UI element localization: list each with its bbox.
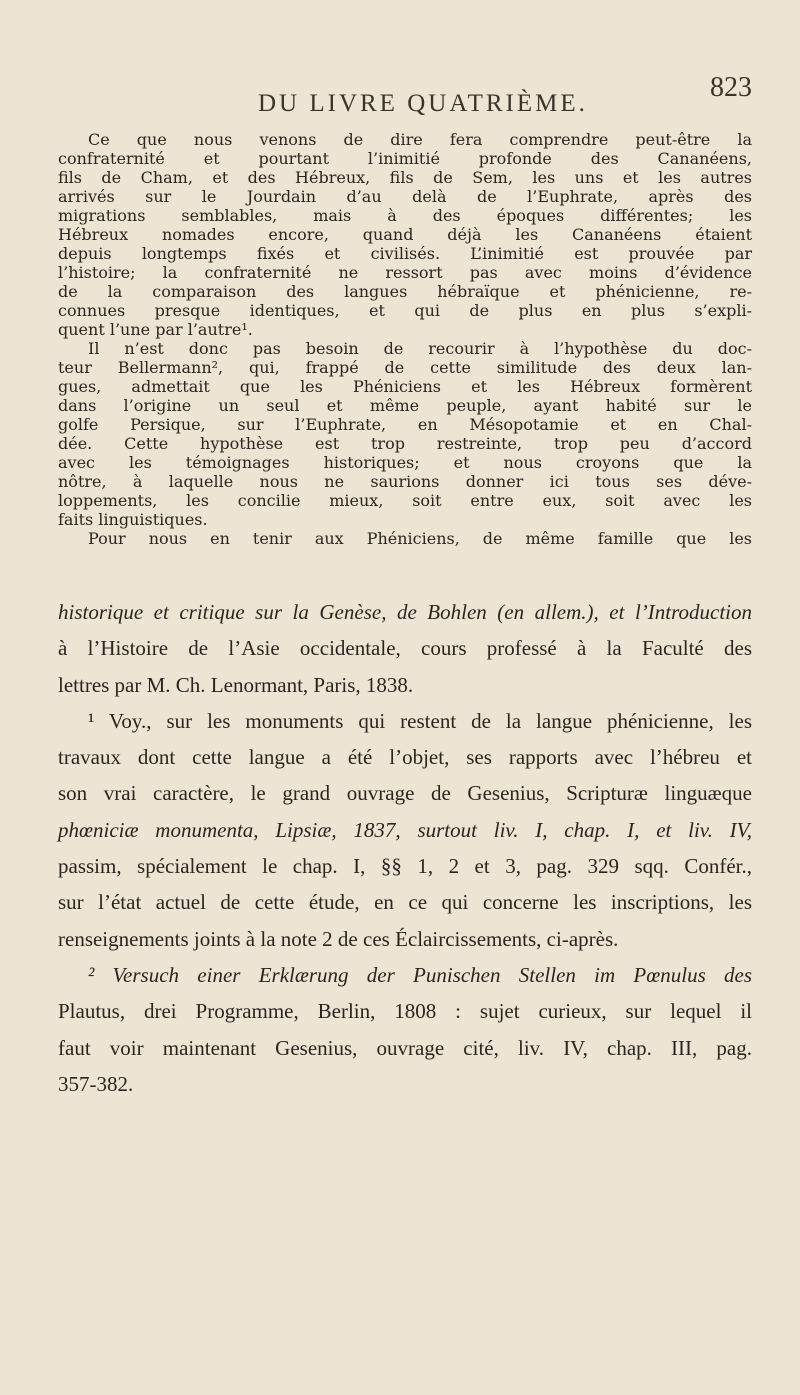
footnote-line: ² Versuch einer Erklærung der Punischen Stellen im Pœnulus des [88, 962, 752, 987]
text-line: dée. Cette hypothèse est trop restreinte, trop peu d’accord [58, 434, 752, 453]
footnote-line: sur l’état actuel de cette étude, en ce qui concerne les inscriptions, les [58, 890, 752, 915]
running-head [58, 70, 752, 130]
text-line: l’histoire; la confraternité ne ressort pas avec moins d’évidence [58, 263, 752, 282]
footnote-line: historique et critique sur la Genèse, de Bohlen (en allem.), et l’Introduction [58, 600, 752, 624]
text-line: avec les témoignages historiques; et nous croyons que la [58, 453, 752, 472]
text-line: Ce que nous venons de dire fera comprendre peut-être la [88, 130, 752, 149]
text-line: gues, admettait que les Phéniciens et les Hébreux formèrent [58, 377, 752, 396]
text-line: Il n’est donc pas besoin de recourir à l’hypothèse du doc- [88, 339, 752, 358]
paragraph-1 [58, 130, 752, 339]
footnote-line: phœniciæ monumenta, Lipsiæ, 1837, surtout liv. I, chap. I, et liv. IV, [58, 817, 752, 842]
text-line: Hébreux nomades encore, quand déjà les Cananéens étaient [58, 225, 752, 244]
text-line: nôtre, à laquelle nous ne saurions donner ici tous ses déve- [58, 472, 752, 491]
footnote-line: à l’Histoire de l’Asie occidentale, cours professé à la Faculté des [58, 636, 752, 661]
text-line: faits linguistiques. [58, 510, 208, 529]
footnote-line: renseignements joints à la note 2 de ces Éclaircissements, ci-après. [58, 926, 619, 951]
page-number: 823 [710, 72, 752, 103]
main-text [58, 130, 752, 548]
text-line: teur Bellermann², qui, frappé de cette similitude des deux lan- [58, 358, 752, 377]
footnote-line: travaux dont cette langue a été l’objet, ses rapports avec l’hébreu et [58, 745, 752, 770]
footnote-line: ¹ Voy., sur les monuments qui restent de la langue phénicienne, les [88, 708, 752, 733]
text-line: migrations semblables, mais à des époques différentes; les [58, 206, 752, 225]
text-line: quent l’une par l’autre¹. [58, 320, 253, 339]
text-line: depuis longtemps fixés et civilisés. L’inimitié est prouvée par [58, 244, 752, 263]
footnote-line: 357-382. [58, 1071, 134, 1096]
text-line: golfe Persique, sur l’Euphrate, en Mésopotamie et en Chal- [58, 415, 752, 434]
footnote-line: faut voir maintenant Gesenius, ouvrage cité, liv. IV, chap. III, pag. [58, 1035, 752, 1060]
text-line: loppements, les concilie mieux, soit entre eux, soit avec les [58, 491, 752, 510]
footnote-line: lettres par M. Ch. Lenormant, Paris, 1838. [58, 672, 414, 697]
footnote-line: passim, spécialement le chap. I, §§ 1, 2 et 3, pag. 329 sqq. Confér., [58, 854, 752, 879]
running-title: DU LIVRE QUATRIÈME. [258, 90, 588, 117]
footnote-1 [58, 703, 752, 957]
text-line: dans l’origine un seul et même peuple, ayant habité sur le [58, 396, 752, 415]
footnote-2 [58, 957, 752, 1102]
paragraph-3 [58, 529, 752, 548]
paragraph-2 [58, 339, 752, 529]
footnote-line: son vrai caractère, le grand ouvrage de Gesenius, Scripturæ linguæque [58, 781, 752, 806]
footnotes [58, 594, 752, 1102]
text-line: connues presque identiques, et qui de plus en plus s’expli- [58, 301, 752, 320]
text-line: fils de Cham, et des Hébreux, fils de Sem, les uns et les autres [58, 168, 752, 187]
text-line: Pour nous en tenir aux Phéniciens, de même famille que les [88, 529, 752, 548]
footnote-line: Plautus, drei Programme, Berlin, 1808 : sujet curieux, sur lequel il [58, 999, 752, 1024]
text-line: confraternité et pourtant l’inimitié profonde des Cananéens, [58, 149, 752, 168]
footnote-continuation [58, 594, 752, 703]
text-line: arrivés sur le Jourdain d’au delà de l’Euphrate, après des [58, 187, 752, 206]
text-line: de la comparaison des langues hébraïque et phénicienne, re- [58, 282, 752, 301]
